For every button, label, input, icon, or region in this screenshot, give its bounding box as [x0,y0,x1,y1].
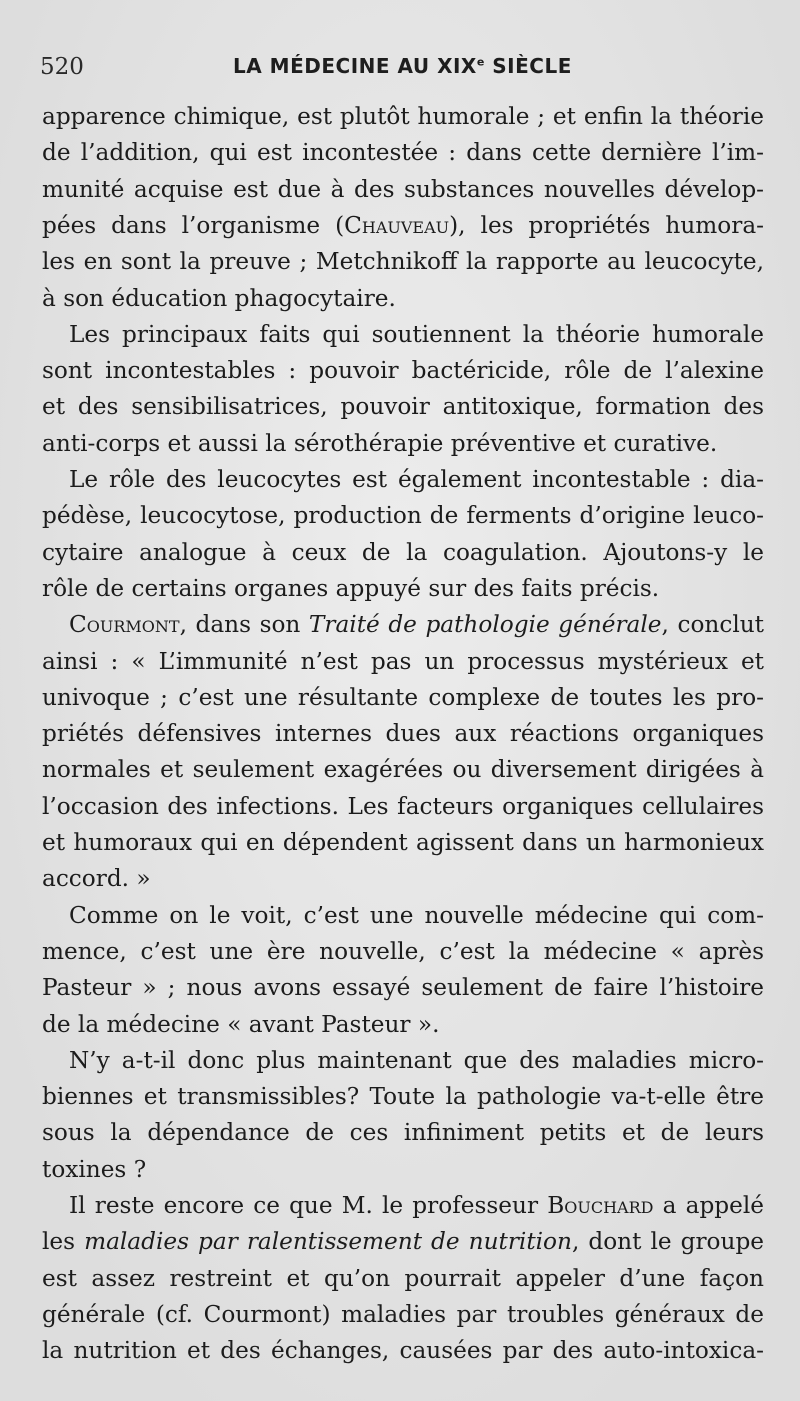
running-title [233,54,572,78]
text-line [42,681,764,715]
text-segment: ainsi : « L’immunité n’est pas un processus mystérieux et [42,647,764,675]
text-line [42,826,764,860]
text-segment: normales et seulement exagérées ou diversement dirigées à [42,756,764,784]
text-line [42,136,764,170]
text-line [42,935,764,969]
text-line [42,1008,764,1042]
text-line [42,1262,764,1296]
text-segment: de la médecine « avant Pasteur ». [42,1010,440,1038]
text-line [42,753,764,787]
italic-text: Traité de pathologie générale [308,611,662,639]
text-segment: la nutrition et des échanges, causées par des auto-intoxica- [42,1337,764,1365]
text-segment: Pasteur » ; nous avons essayé seulement de faire l’histoire [42,974,764,1002]
text-segment: toxines ? [42,1155,147,1183]
text-segment: de l’addition, qui est incontestée : dans cette dernière l’im- [42,139,764,167]
text-segment: biennes et transmissibles? Toute la pathologie va-t-elle être [42,1083,764,1111]
text-line [42,971,764,1005]
text-line [42,717,764,751]
text-segment: univoque ; c’est une résultante complexe de toutes les pro- [42,683,764,711]
running-title-prefix: LA MÉDECINE AU XIX [233,54,477,78]
text-line [42,245,764,279]
text-line [42,790,764,824]
text-segment: les [42,1228,85,1256]
text-line [42,173,764,207]
text-line [42,427,764,461]
text-segment: et humoraux qui en dépendent agissent dans un harmonieux [42,829,764,856]
text-segment: Les principaux faits qui soutiennent la théorie humorale [69,320,764,348]
text-segment: munité acquise est due à des substances nouvelles dévelop- [42,175,764,203]
text-segment: les en sont la preuve ; Metchnikoff la rapporte au leucocyte, [42,248,764,276]
text-segment: est assez restreint et qu’on pourrait appeler d’une façon [42,1264,764,1292]
text-line [42,354,764,388]
running-title-superscript: e [476,55,485,69]
text-segment: pédèse, leucocytose, production de ferments d’origine leuco- [42,502,764,530]
author-name: Courmont [69,611,180,639]
text-line [42,536,764,570]
text-segment: a appelé [653,1192,764,1219]
text-line [42,1044,764,1078]
text-line [42,499,764,533]
text-segment: ), les propriétés humora- [449,211,764,239]
text-line [42,1189,764,1223]
text-segment: N’y a-t-il donc plus maintenant que des maladies micro- [69,1046,764,1074]
text-line [42,608,764,642]
text-segment: , dans son [179,611,309,639]
text-segment: sous la dépendance de ces infiniment petits et de leurs [42,1119,764,1147]
text-segment: anti-corps et aussi la sérothérapie préventive et curative. [42,429,718,457]
text-segment: rôle de certains organes appuyé sur des faits précis. [42,574,660,602]
text-segment: Comme on le voit, c’est une nouvelle médecine qui com- [69,901,764,929]
text-line [42,1116,764,1150]
text-segment: pées dans l’organisme ( [42,211,345,239]
author-name: Bouchard [547,1192,654,1219]
text-line [42,1334,764,1368]
text-line [42,390,764,424]
text-segment: et des sensibilisatrices, pouvoir antitoxique, formation des [42,393,764,421]
text-line [42,862,764,896]
text-segment: à son éducation phagocytaire. [42,284,396,312]
text-segment: , dont le groupe [571,1228,765,1256]
italic-text: maladies par ralentissement de nutrition [84,1228,572,1256]
text-line [42,1225,764,1259]
text-line [42,209,764,243]
text-line [42,1080,764,1114]
text-segment: l’occasion des infections. Les facteurs organiques cellulaires [42,792,764,820]
text-segment: Il reste encore ce que M. le professeur [69,1192,548,1219]
running-title-suffix: SIÈCLE [484,54,572,78]
text-line [42,572,764,606]
text-segment: sont incontestables : pouvoir bactéricide, rôle de l’alexine [42,357,764,385]
text-segment: mence, c’est une ère nouvelle, c’est la médecine « après [42,937,764,965]
text-line [42,899,764,933]
text-line [42,318,764,352]
text-line [42,282,764,316]
text-segment: Le rôle des leucocytes est également incontestable : dia- [69,466,764,493]
text-segment: apparence chimique, est plutôt humorale ; et enfin la théorie [42,103,764,130]
text-line [42,1298,764,1332]
text-line [42,1153,764,1187]
text-segment: accord. » [42,865,151,893]
page-number: 520 [40,54,84,80]
text-segment: générale (cf. Courmont) maladies par troubles généraux de [42,1300,764,1328]
text-segment: priétés défensives internes dues aux réactions organiques [42,720,764,748]
text-line [42,463,764,497]
author-name: Chauveau [344,211,450,239]
text-segment: , conclut [661,611,765,639]
text-line [42,100,764,134]
text-segment: cytaire analogue à ceux de la coagulation. Ajoutons-y le [42,538,764,566]
text-line [42,645,764,679]
page-header [40,52,760,82]
